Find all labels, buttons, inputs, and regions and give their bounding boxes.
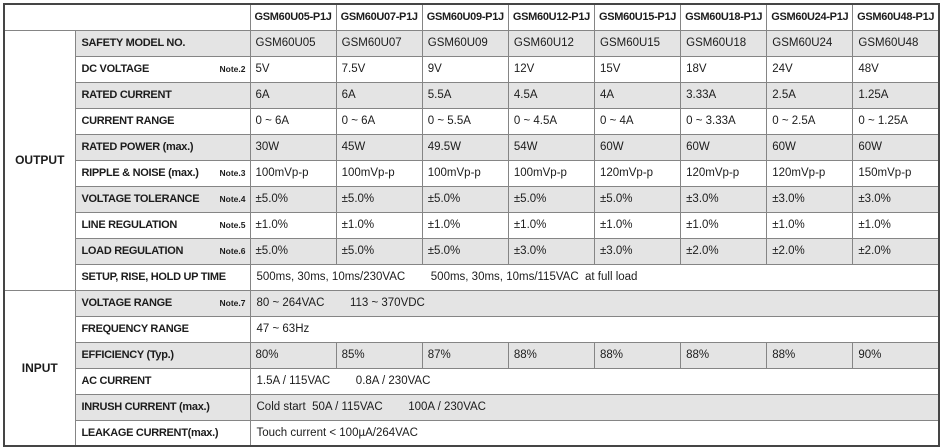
label-text: SETUP, RISE, HOLD UP TIME <box>81 271 226 283</box>
table-cell: 0 ~ 1.25A <box>853 108 939 134</box>
label-text: VOLTAGE TOLERANCE <box>81 193 200 205</box>
table-cell: 1.25A <box>853 82 939 108</box>
row-ac-current <box>4 368 939 394</box>
table-cell: 100mVp-p <box>508 160 594 186</box>
merged-value-voltage-range: 80 ~ 264VAC 113 ~ 370VDC <box>250 290 939 316</box>
row-label-rated-current <box>75 82 250 108</box>
row-label-ripple-noise <box>75 160 250 186</box>
merged-value-inrush-current: Cold start 50A / 115VAC 100A / 230VAC <box>250 394 939 420</box>
label-text: INRUSH CURRENT (max.) <box>81 401 210 413</box>
table-cell: ±5.0% <box>422 238 508 264</box>
row-load-regulation <box>4 238 939 264</box>
table-cell: 0 ~ 4A <box>595 108 681 134</box>
note-text: Note.5 <box>219 220 246 230</box>
table-cell: ±1.0% <box>422 212 508 238</box>
table-cell: 7.5V <box>336 56 422 82</box>
row-inrush-current <box>4 394 939 420</box>
note-text: Note.3 <box>219 168 246 178</box>
table-cell: 30W <box>250 134 336 160</box>
table-cell: GSM60U18 <box>681 30 767 56</box>
table-cell: 80% <box>250 342 336 368</box>
table-cell: GSM60U48 <box>853 30 939 56</box>
label-text: AC CURRENT <box>81 375 152 387</box>
row-frequency-range <box>4 316 939 342</box>
table-cell: GSM60U09 <box>422 30 508 56</box>
table-cell: 3.33A <box>681 82 767 108</box>
row-label-setup-rise-hold <box>75 264 250 290</box>
table-cell: 100mVp-p <box>422 160 508 186</box>
table-cell: 45W <box>336 134 422 160</box>
table-cell: ±1.0% <box>767 212 853 238</box>
table-cell: ±1.0% <box>681 212 767 238</box>
row-label-inrush-current <box>75 394 250 420</box>
row-label-dc-voltage <box>75 56 250 82</box>
section-input-label: INPUT <box>4 290 75 446</box>
row-label-leakage-current <box>75 420 250 446</box>
table-cell: 6A <box>336 82 422 108</box>
col-header-model-5: GSM60U18-P1J <box>681 4 767 30</box>
section-output-label: OUTPUT <box>4 30 75 290</box>
table-cell: ±5.0% <box>250 238 336 264</box>
table-cell: ±3.0% <box>595 238 681 264</box>
note-text: Note.4 <box>219 194 246 204</box>
note-text: Note.7 <box>219 298 246 308</box>
row-label-voltage-tolerance <box>75 186 250 212</box>
table-cell: ±2.0% <box>767 238 853 264</box>
col-header-model-1: GSM60U07-P1J <box>336 4 422 30</box>
label-text: RATED CURRENT <box>81 89 172 101</box>
table-cell: ±1.0% <box>508 212 594 238</box>
table-cell: ±3.0% <box>681 186 767 212</box>
row-line-regulation <box>4 212 939 238</box>
col-header-model-3: GSM60U12-P1J <box>508 4 594 30</box>
note-text: Note.2 <box>219 64 246 74</box>
row-rated-power <box>4 134 939 160</box>
table-cell: 0 ~ 5.5A <box>422 108 508 134</box>
table-cell: GSM60U15 <box>595 30 681 56</box>
row-setup-rise-hold <box>4 264 939 290</box>
table-cell: ±2.0% <box>853 238 939 264</box>
row-label-ac-current <box>75 368 250 394</box>
table-cell: 9V <box>422 56 508 82</box>
table-cell: ±2.0% <box>681 238 767 264</box>
table-cell: 87% <box>422 342 508 368</box>
table-cell: ±5.0% <box>336 238 422 264</box>
table-cell: 0 ~ 6A <box>250 108 336 134</box>
label-text: CURRENT RANGE <box>81 115 175 127</box>
table-cell: ±3.0% <box>508 238 594 264</box>
table-cell: 24V <box>767 56 853 82</box>
row-efficiency <box>4 342 939 368</box>
col-header-model-2: GSM60U09-P1J <box>422 4 508 30</box>
table-cell: 48V <box>853 56 939 82</box>
table-cell: 0 ~ 6A <box>336 108 422 134</box>
row-label-safety-model <box>75 30 250 56</box>
table-cell: 100mVp-p <box>250 160 336 186</box>
table-cell: GSM60U12 <box>508 30 594 56</box>
table-cell: 150mVp-p <box>853 160 939 186</box>
label-text: FREQUENCY RANGE <box>81 323 189 335</box>
table-cell: ±5.0% <box>250 186 336 212</box>
label-text: DC VOLTAGE <box>81 63 149 75</box>
table-cell: ±3.0% <box>853 186 939 212</box>
table-cell: 5V <box>250 56 336 82</box>
table-cell: 60W <box>767 134 853 160</box>
table-cell: 18V <box>681 56 767 82</box>
table-cell: 120mVp-p <box>767 160 853 186</box>
label-text: VOLTAGE RANGE <box>81 297 172 309</box>
col-header-model-0: GSM60U05-P1J <box>250 4 336 30</box>
model-header-row <box>4 4 939 30</box>
row-label-frequency-range <box>75 316 250 342</box>
merged-value-frequency-range: 47 ~ 63Hz <box>250 316 939 342</box>
col-header-model-6: GSM60U24-P1J <box>767 4 853 30</box>
row-current-range <box>4 108 939 134</box>
row-leakage-current <box>4 420 939 446</box>
row-ripple-noise <box>4 160 939 186</box>
table-cell: 49.5W <box>422 134 508 160</box>
label-text: LOAD REGULATION <box>81 245 184 257</box>
note-text: Note.6 <box>219 246 246 256</box>
table-cell: 120mVp-p <box>595 160 681 186</box>
col-header-model-7: GSM60U48-P1J <box>853 4 939 30</box>
table-cell: 90% <box>853 342 939 368</box>
row-label-voltage-range <box>75 290 250 316</box>
table-cell: 15V <box>595 56 681 82</box>
row-label-line-regulation <box>75 212 250 238</box>
row-label-load-regulation <box>75 238 250 264</box>
table-cell: 88% <box>508 342 594 368</box>
table-cell: 2.5A <box>767 82 853 108</box>
col-header-model-4: GSM60U15-P1J <box>595 4 681 30</box>
merged-value-leakage-current: Touch current < 100µA/264VAC <box>250 420 939 446</box>
table-cell: 0 ~ 4.5A <box>508 108 594 134</box>
table-cell: 54W <box>508 134 594 160</box>
table-cell: ±1.0% <box>250 212 336 238</box>
table-cell: 85% <box>336 342 422 368</box>
table-cell: 0 ~ 3.33A <box>681 108 767 134</box>
table-cell: 88% <box>767 342 853 368</box>
merged-value-ac-current: 1.5A / 115VAC 0.8A / 230VAC <box>250 368 939 394</box>
table-cell: 88% <box>681 342 767 368</box>
table-cell: 6A <box>250 82 336 108</box>
row-voltage-tolerance <box>4 186 939 212</box>
table-cell: 0 ~ 2.5A <box>767 108 853 134</box>
row-label-rated-power <box>75 134 250 160</box>
label-text: LINE REGULATION <box>81 219 178 231</box>
table-cell: 100mVp-p <box>336 160 422 186</box>
table-cell: 60W <box>595 134 681 160</box>
table-cell: 4.5A <box>508 82 594 108</box>
row-safety-model <box>4 30 939 56</box>
table-cell: GSM60U07 <box>336 30 422 56</box>
spec-table <box>3 3 940 447</box>
table-cell: 88% <box>595 342 681 368</box>
table-cell: ±5.0% <box>422 186 508 212</box>
table-cell: 4A <box>595 82 681 108</box>
row-label-efficiency <box>75 342 250 368</box>
table-cell: ±5.0% <box>336 186 422 212</box>
row-rated-current <box>4 82 939 108</box>
label-text: RIPPLE & NOISE (max.) <box>81 167 199 179</box>
table-cell: GSM60U24 <box>767 30 853 56</box>
table-cell: ±1.0% <box>853 212 939 238</box>
table-cell: 60W <box>853 134 939 160</box>
corner-cell <box>4 4 250 30</box>
table-cell: 120mVp-p <box>681 160 767 186</box>
table-cell: ±5.0% <box>508 186 594 212</box>
row-dc-voltage <box>4 56 939 82</box>
label-text: EFFICIENCY (Typ.) <box>81 349 174 361</box>
table-cell: 5.5A <box>422 82 508 108</box>
table-cell: ±1.0% <box>595 212 681 238</box>
table-cell: ±3.0% <box>767 186 853 212</box>
merged-value-setup-rise-hold: 500ms, 30ms, 10ms/230VAC 500ms, 30ms, 10ms/115VAC at full load <box>250 264 939 290</box>
label-text: SAFETY MODEL NO. <box>81 37 186 49</box>
table-cell: ±1.0% <box>336 212 422 238</box>
table-cell: 60W <box>681 134 767 160</box>
row-voltage-range <box>4 290 939 316</box>
table-cell: ±5.0% <box>595 186 681 212</box>
label-text: RATED POWER (max.) <box>81 141 194 153</box>
label-text: LEAKAGE CURRENT(max.) <box>81 426 219 439</box>
table-cell: GSM60U05 <box>250 30 336 56</box>
table-cell: 12V <box>508 56 594 82</box>
row-label-current-range <box>75 108 250 134</box>
